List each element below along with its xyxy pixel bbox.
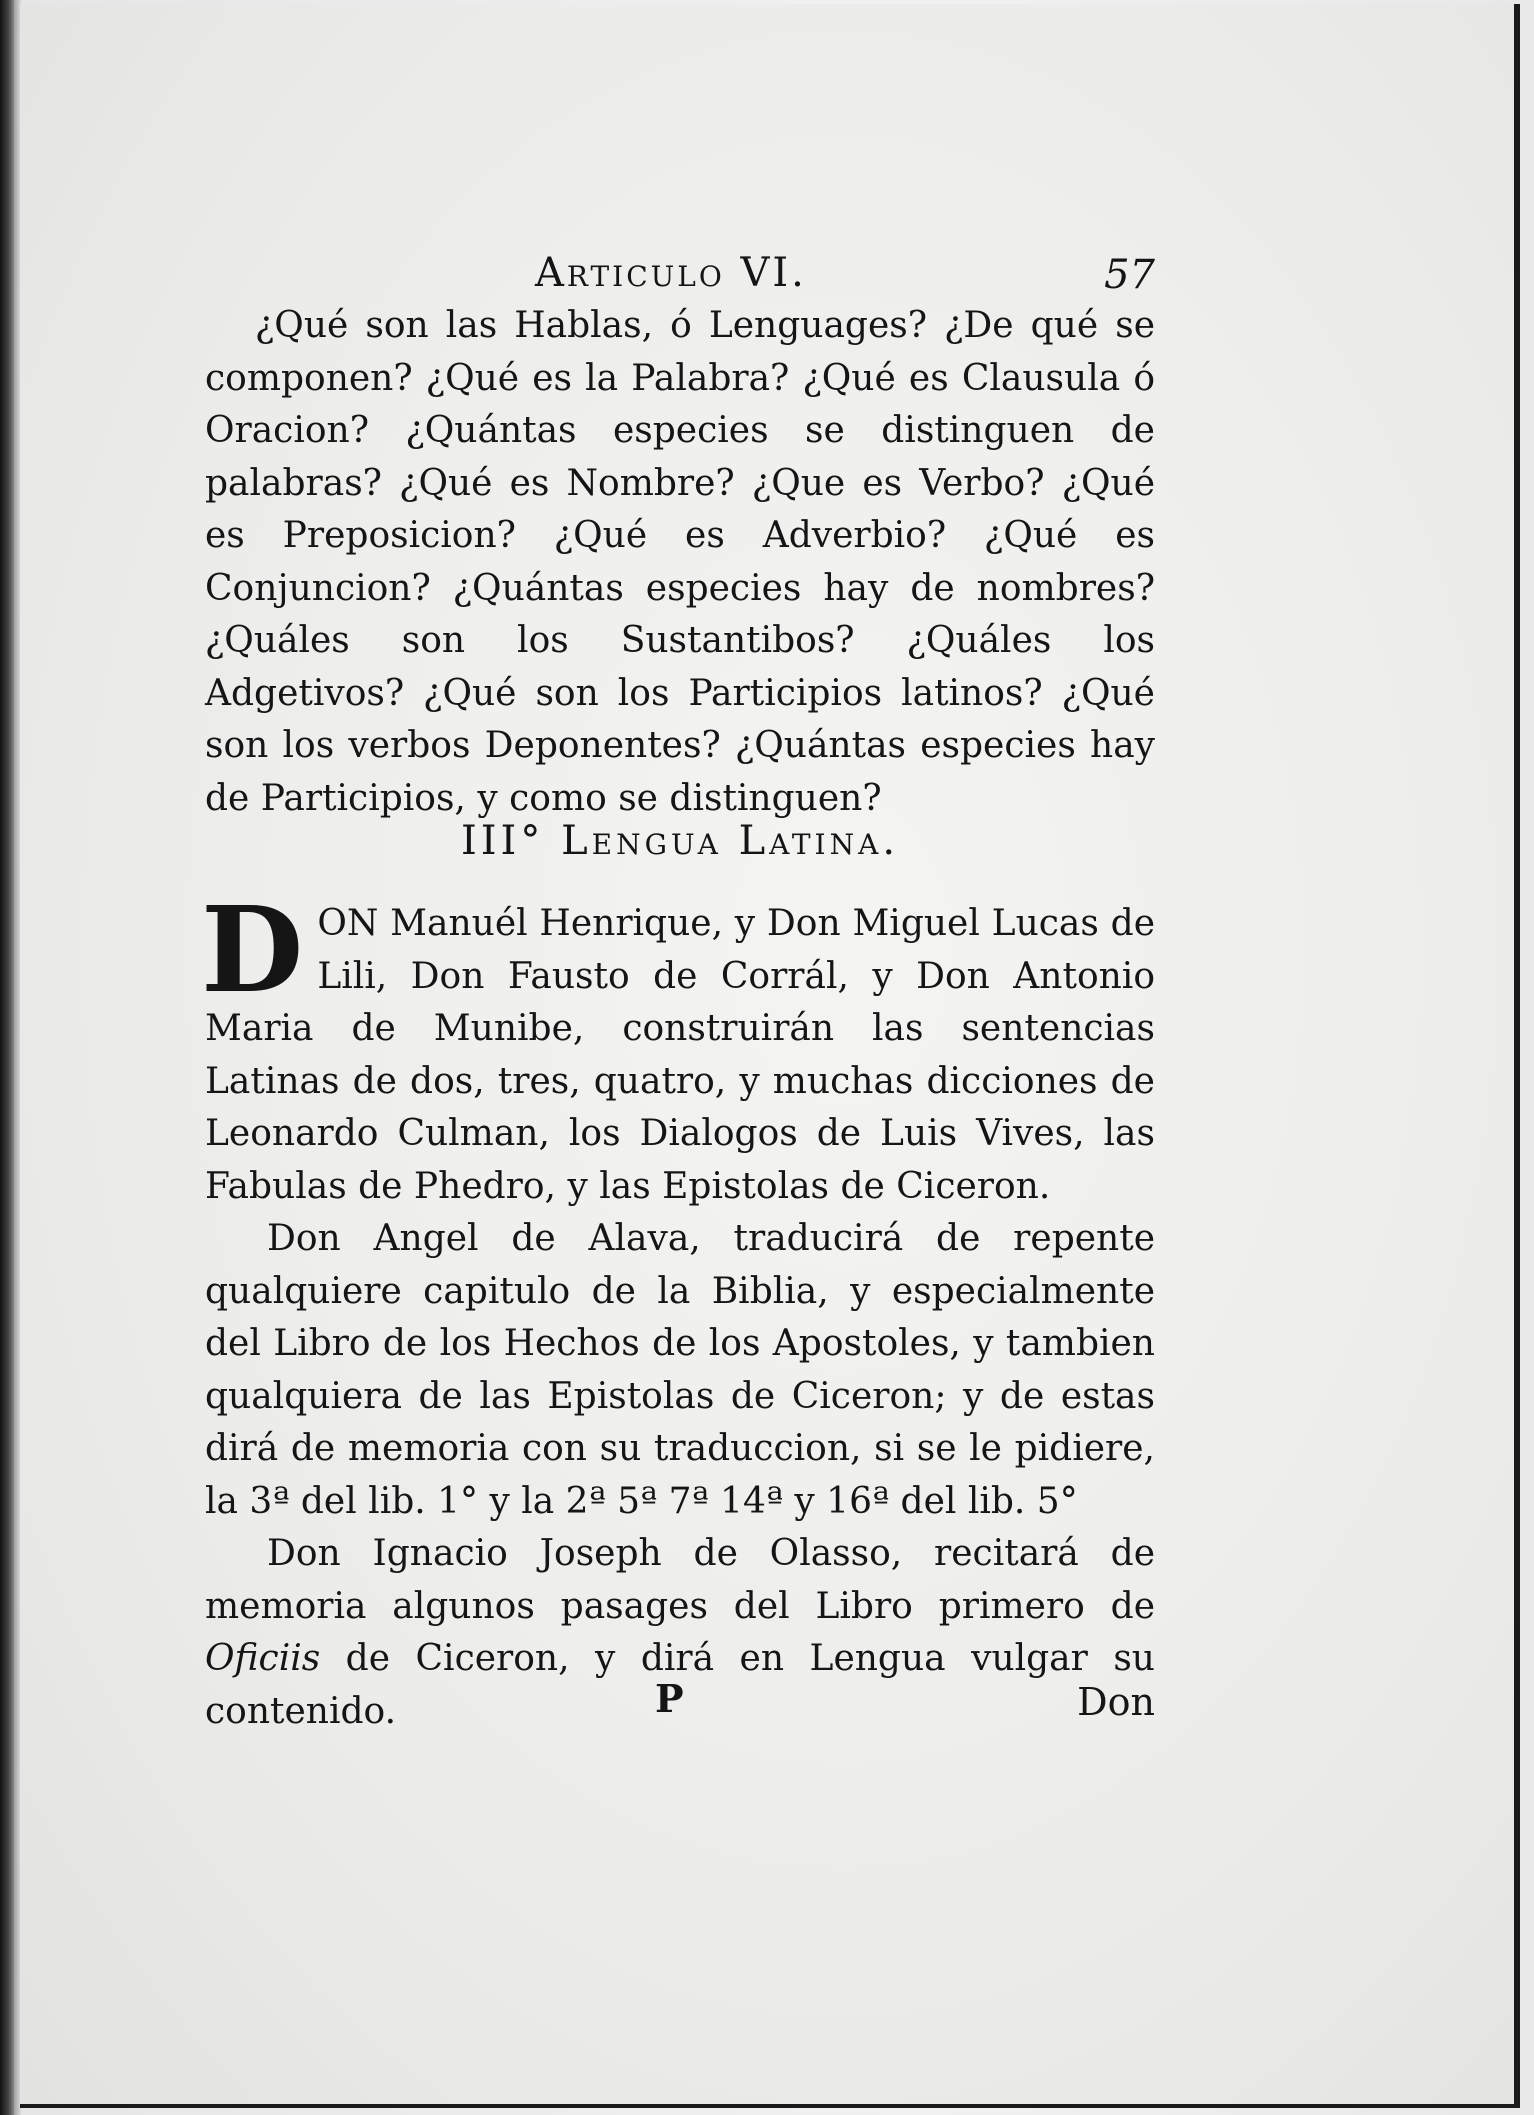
questions-paragraph-block xyxy=(205,300,1155,825)
paragraph-2: Don Angel de Alava, traducirá de repente qualquiere capitulo de la Biblia, y especialmente del Libro de los Hechos de los Apostoles, y tambien qualquiera de las Epistolas de Ciceron; y de estas dirá de memoria con su traduccion, si se le pidiere, la 3ª del lib. 1° y la 2ª 5ª 7ª 14ª y 16ª del lib. 5° xyxy=(205,1218,1155,1522)
paragraph-3-text-a: Don Ignacio Joseph de Olasso, recitará de memoria algunos pasages del Libro primero de xyxy=(205,1533,1155,1627)
paragraph-1-text: ON Manuél Henrique, y Don Miguel Lucas de Lili, Don Fausto de Corrál, y Don Antonio Maria de Munibe, construirán las sentencias Latinas de dos, tres, quatro, y muchas dicciones de Leonardo Culman, los Dialogos de Luis Vives, las Fabulas de Phedro, y las Epistolas de Ciceron. xyxy=(205,903,1155,1207)
page-number: 57 xyxy=(1104,252,1155,298)
section-heading: III° Lengua Latina. xyxy=(460,818,900,864)
page-footer xyxy=(205,1676,1155,1726)
book-spine-shadow xyxy=(0,0,14,2115)
questions-paragraph: ¿Qué son las Hablas, ó Lenguages? ¿De qué se componen? ¿Qué es la Palabra? ¿Qué es Clausula ó Oracion? ¿Quántas especies se distinguen de palabras? ¿Qué es Nombre? ¿Que es Verbo? ¿Qué es Preposicion? ¿Qué es Adverbio? ¿Qué es Conjuncion? ¿Quántas especies hay de nombres? ¿Quáles son los Sustantibos? ¿Quáles los Adgetivos? ¿Qué son los Participios latinos? ¿Qué son los verbos Deponentes? ¿Quántas especies hay de Participios, y como se distinguen? xyxy=(205,305,1155,819)
catchword: Don xyxy=(1077,1680,1155,1724)
paragraph-3-text-b: de Ciceron, y dirá en Lengua vulgar su contenido. xyxy=(205,1638,1155,1732)
paragraph-3-italic: Oficiis xyxy=(205,1638,321,1679)
running-title: Articulo VI. xyxy=(535,250,807,296)
drop-cap: D xyxy=(201,880,304,1019)
signature-mark: P xyxy=(655,1676,684,1721)
body-text xyxy=(201,880,1155,1738)
paragraph-1 xyxy=(201,880,1155,1213)
